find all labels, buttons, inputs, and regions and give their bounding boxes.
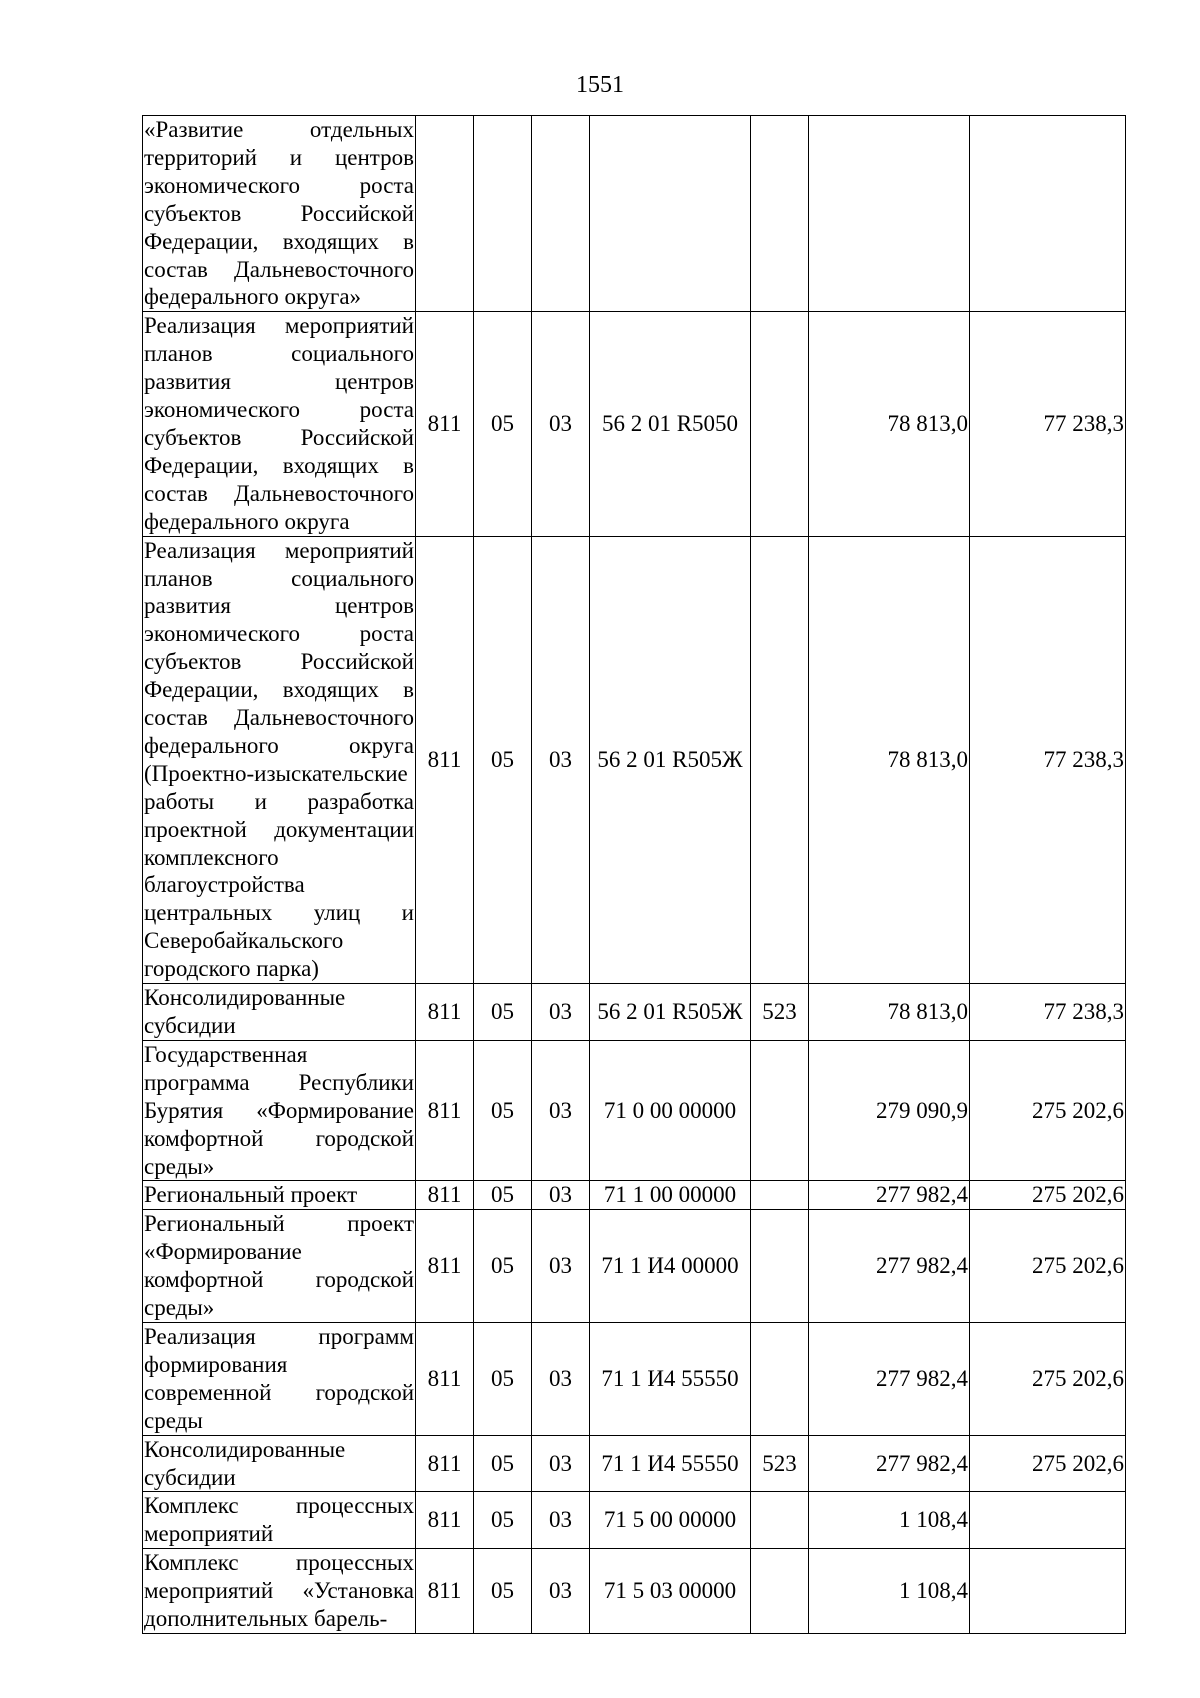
row-name: Реализация мероприятий планов социального развития центров экономического роста субъектов Российской Федерации, входящих в состав Дальневосточного федерального округа (Проектно-изыскательские работы и разработка проектной документации комплексного благоустройства центральных улиц и Северобайкальского городского парка) — [143, 536, 416, 984]
ministry-code: 811 — [416, 536, 474, 984]
table-row — [143, 312, 1126, 536]
amount-2: 77 238,3 — [970, 536, 1126, 984]
target-article: 56 2 01 R505Ж — [590, 536, 751, 984]
ministry-code: 811 — [416, 1040, 474, 1181]
expense-type: 523 — [751, 984, 809, 1041]
subsection-code — [532, 116, 590, 312]
table-row — [143, 116, 1126, 312]
expense-type — [751, 312, 809, 536]
subsection-code: 03 — [532, 1549, 590, 1634]
row-name: Консолидированные субсидии — [143, 1435, 416, 1492]
subsection-code: 03 — [532, 984, 590, 1041]
target-article: 71 1 И4 00000 — [590, 1210, 751, 1323]
row-name: Комплекс процессных мероприятий — [143, 1492, 416, 1549]
amount-1: 277 982,4 — [809, 1210, 970, 1323]
section-code: 05 — [474, 536, 532, 984]
table-row — [143, 1322, 1126, 1435]
row-name: Региональный проект — [143, 1181, 416, 1210]
table-row — [143, 1435, 1126, 1492]
page-number: 1551 — [576, 72, 624, 98]
amount-1: 78 813,0 — [809, 312, 970, 536]
ministry-code: 811 — [416, 1210, 474, 1323]
section-code: 05 — [474, 312, 532, 536]
expense-type — [751, 1210, 809, 1323]
ministry-code: 811 — [416, 1435, 474, 1492]
row-name: Государственная программа Республики Бурятия «Формирование комфортной городской среды» — [143, 1040, 416, 1181]
subsection-code: 03 — [532, 1322, 590, 1435]
subsection-code: 03 — [532, 1435, 590, 1492]
amount-1: 78 813,0 — [809, 536, 970, 984]
section-code: 05 — [474, 1549, 532, 1634]
table-row — [143, 1549, 1126, 1634]
row-name: Консолидированные субсидии — [143, 984, 416, 1041]
ministry-code: 811 — [416, 1181, 474, 1210]
target-article: 71 5 03 00000 — [590, 1549, 751, 1634]
expense-type — [751, 1181, 809, 1210]
section-code: 05 — [474, 1210, 532, 1323]
table-row — [143, 1040, 1126, 1181]
section-code: 05 — [474, 1040, 532, 1181]
amount-1: 1 108,4 — [809, 1492, 970, 1549]
section-code — [474, 116, 532, 312]
amount-1: 1 108,4 — [809, 1549, 970, 1634]
subsection-code: 03 — [532, 1210, 590, 1323]
section-code: 05 — [474, 1492, 532, 1549]
target-article — [590, 116, 751, 312]
amount-1: 277 982,4 — [809, 1181, 970, 1210]
section-code: 05 — [474, 1181, 532, 1210]
amount-2: 275 202,6 — [970, 1040, 1126, 1181]
ministry-code: 811 — [416, 312, 474, 536]
target-article: 71 1 И4 55550 — [590, 1322, 751, 1435]
ministry-code — [416, 116, 474, 312]
budget-table — [142, 115, 1126, 1634]
amount-2: 275 202,6 — [970, 1210, 1126, 1323]
expense-type — [751, 1549, 809, 1634]
row-name: «Развитие отдельных территорий и центров экономического роста субъектов Российской Федерации, входящих в состав Дальневосточного федерального округа» — [143, 116, 416, 312]
amount-2: 275 202,6 — [970, 1322, 1126, 1435]
expense-type — [751, 1322, 809, 1435]
amount-2 — [970, 116, 1126, 312]
amount-2: 275 202,6 — [970, 1435, 1126, 1492]
subsection-code: 03 — [532, 1040, 590, 1181]
table-row — [143, 1492, 1126, 1549]
target-article: 71 1 И4 55550 — [590, 1435, 751, 1492]
subsection-code: 03 — [532, 1181, 590, 1210]
expense-type — [751, 1492, 809, 1549]
amount-2: 275 202,6 — [970, 1181, 1126, 1210]
table-row — [143, 1210, 1126, 1323]
target-article: 71 1 00 00000 — [590, 1181, 751, 1210]
row-name: Региональный проект «Формирование комфортной городской среды» — [143, 1210, 416, 1323]
row-name: Реализация программ формирования современной городской среды — [143, 1322, 416, 1435]
target-article: 71 0 00 00000 — [590, 1040, 751, 1181]
amount-1 — [809, 116, 970, 312]
subsection-code: 03 — [532, 312, 590, 536]
subsection-code: 03 — [532, 536, 590, 984]
row-name: Комплекс процессных мероприятий «Установка дополнительных барель- — [143, 1549, 416, 1634]
amount-2 — [970, 1492, 1126, 1549]
amount-2: 77 238,3 — [970, 984, 1126, 1041]
expense-type — [751, 536, 809, 984]
row-name: Реализация мероприятий планов социального развития центров экономического роста субъектов Российской Федерации, входящих в состав Дальневосточного федерального округа — [143, 312, 416, 536]
amount-2 — [970, 1549, 1126, 1634]
amount-1: 277 982,4 — [809, 1435, 970, 1492]
ministry-code: 811 — [416, 1492, 474, 1549]
expense-type — [751, 116, 809, 312]
amount-1: 277 982,4 — [809, 1322, 970, 1435]
expense-type — [751, 1040, 809, 1181]
ministry-code: 811 — [416, 1549, 474, 1634]
ministry-code: 811 — [416, 984, 474, 1041]
amount-1: 279 090,9 — [809, 1040, 970, 1181]
target-article: 56 2 01 R5050 — [590, 312, 751, 536]
section-code: 05 — [474, 984, 532, 1041]
target-article: 71 5 00 00000 — [590, 1492, 751, 1549]
target-article: 56 2 01 R505Ж — [590, 984, 751, 1041]
section-code: 05 — [474, 1322, 532, 1435]
table-row — [143, 984, 1126, 1041]
ministry-code: 811 — [416, 1322, 474, 1435]
section-code: 05 — [474, 1435, 532, 1492]
expense-type: 523 — [751, 1435, 809, 1492]
table-row — [143, 1181, 1126, 1210]
amount-1: 78 813,0 — [809, 984, 970, 1041]
subsection-code: 03 — [532, 1492, 590, 1549]
table-row — [143, 536, 1126, 984]
amount-2: 77 238,3 — [970, 312, 1126, 536]
